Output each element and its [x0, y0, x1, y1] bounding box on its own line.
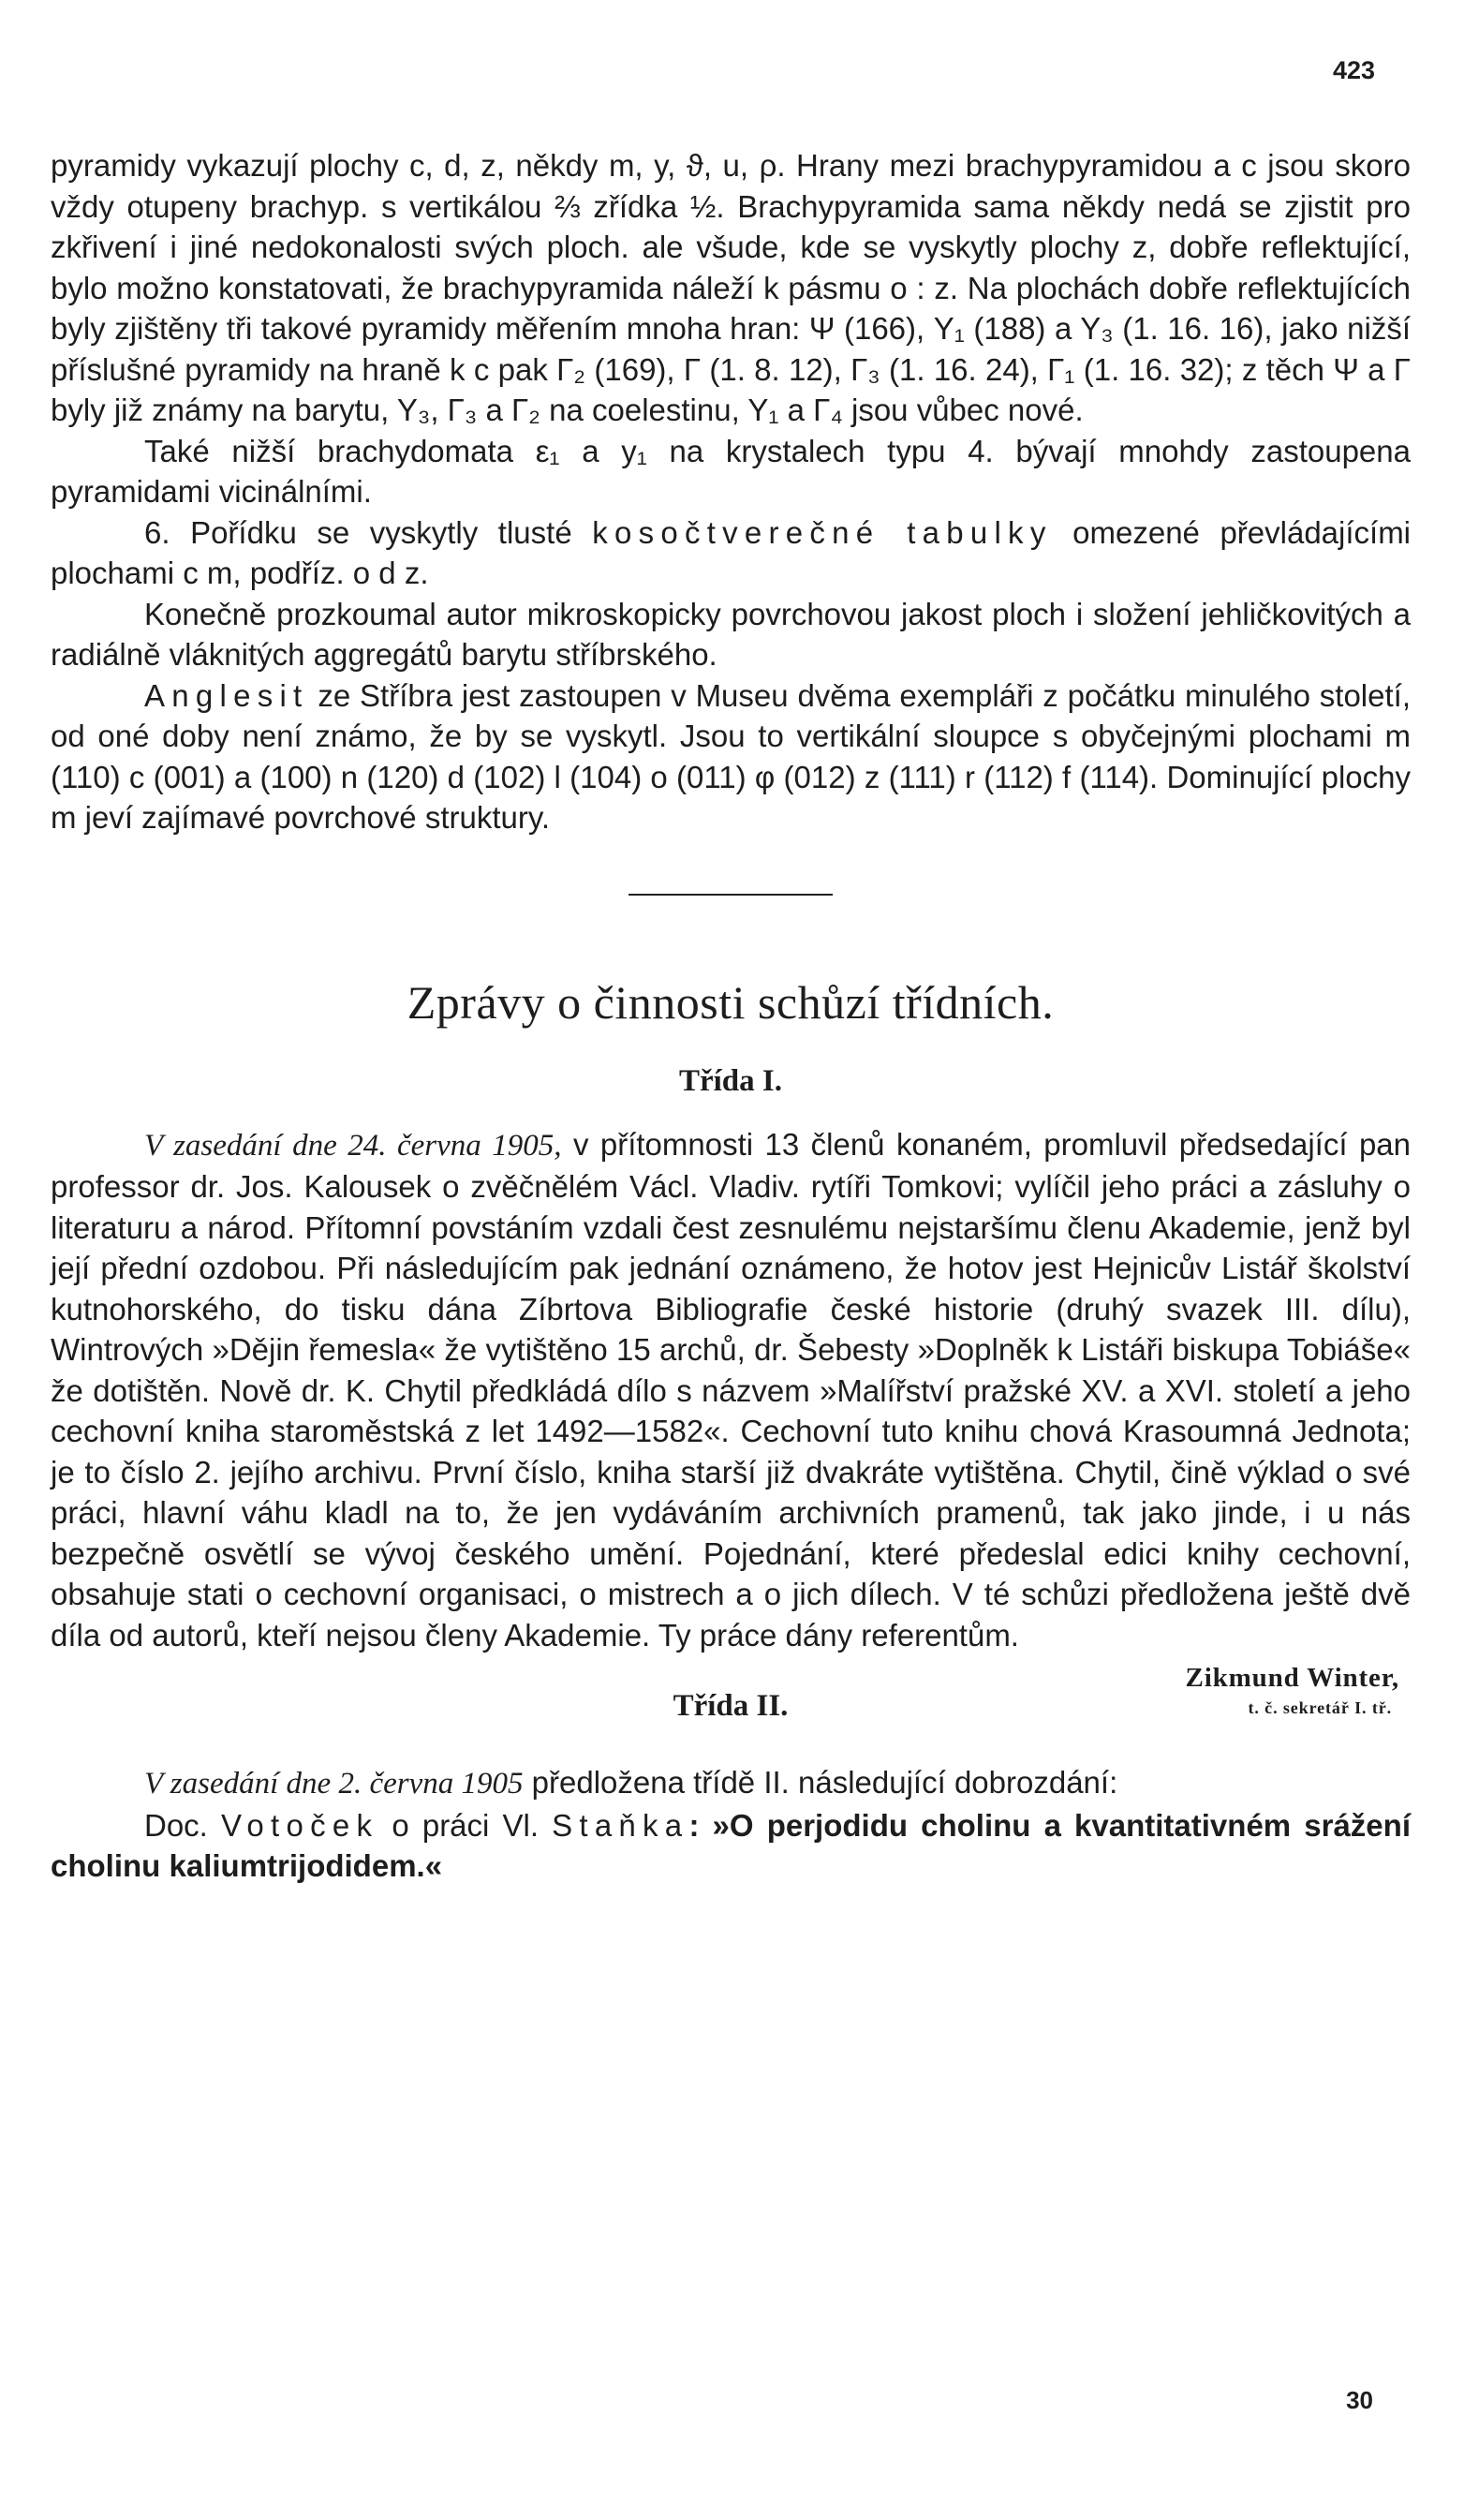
signature-role: t. č. sekretář I. tř.: [1248, 1698, 1392, 1717]
item6-lead: 6. Pořídku se vyskytly tlusté: [144, 514, 572, 550]
class-2-report-text: předložena třídě II. následující dobrozdání:: [531, 1765, 1118, 1800]
review-prefix: Doc.: [144, 1807, 208, 1843]
paragraph-microscopy: Konečně prozkoumal autor mikroskopicky povrchovou jakost ploch i složení jehličkovitých a radiálně vláknitých aggregátů barytu stříbrského.: [51, 596, 1411, 672]
class-2-report: [51, 1762, 1411, 1805]
item6-spaced-term: kosočtverečné tabulky: [592, 514, 1053, 550]
signature-name: Zikmund Winter,: [1185, 1663, 1399, 1693]
review-subject: Staňka: [552, 1807, 689, 1843]
item6-rest: omezené převládajícími plochami c m, podříz. o d z.: [51, 514, 1412, 590]
class-1-session-date: V zasedání dne 24. června 1905,: [144, 1128, 562, 1163]
footer-signature-number: 30: [1346, 2386, 1373, 2414]
section-heading: Zprávy o činnosti schůzí třídních.: [407, 975, 1055, 1029]
anglesit-term: Anglesit: [144, 677, 309, 713]
class-2-title: Třída II.: [673, 1689, 789, 1723]
page-number: 423: [1332, 56, 1375, 84]
class-2-session-date: V zasedání dne 2. června 1905: [144, 1767, 524, 1801]
paragraph-brachydomata: Také nižší brachydomata ε₁ a y₁ na krystalech typu 4. bývají mnohdy zastoupena pyramidami vicinálními.: [51, 433, 1411, 509]
signature-block: [51, 1665, 1411, 1728]
paragraph-pyramids: pyramidy vykazují plochy c, d, z, někdy m, y, ϑ, u, ρ. Hrany mezi brachypyramidou a c jsou skoro vždy otupeny brachyp. s vertikálou ⅔ zřídka ½. Brachypyramida sama někdy nedá se zjistit pro zkřivení i jiné nedokonalosti svých ploch. ale všude, kde se vyskytly plochy z, dobře reflektující, bylo možno konstatovati, že brachypyramida náleží k pásmu o : z. Na plochách dobře reflektujících byly zjištěny tři takové pyramidy měřením mnoha hran: Ψ (166), Y₁ (188) a Y₃ (1. 16. 16), jako nižší příslušné pyramidy na hraně k c pak Γ₂ (169), Γ (1. 8. 12), Γ₃ (1. 16. 24), Γ₁ (1. 16. 32); z těch Ψ a Γ byly již známy na barytu, Y₃, Γ₃ a Γ₂ na coelestinu, Y₁ a Γ₄ jsou vůbec nové.: [51, 148, 1411, 427]
class-2-review-item: [51, 1805, 1411, 1887]
paragraph-item-6: [51, 512, 1411, 594]
class-1-report-text: v přítomnosti 13 členů konaném, promluvil předsedající pan professor dr. Jos. Kalousek o zvěčnělém Václ. Vladiv. rytíři Tomkovi; vylíčil jeho práci a zásluhy o literaturu a národ. Přítomní povstáním vzdali čest zesnulému nejstaršímu členu Akademie, jenž byl její přední ozdobou. Při následujícím pak jednání oznámeno, že hotov jest Hejnicův Listář školství kutnohorského, do tisku dána Zíbrtova Bibliografie české historie (druhý svazek III. dílu), Wintrových »Dějin řemesla« že vytištěno 15 archů, dr. Šebesty »Doplněk k Listáři biskupa Tobiáše« že dotištěn. Nově dr. K. Chytil předkládá dílo s názvem »Malířství pražské XV. a XVI. století a jeho cechovní kniha staroměstská z let 1492—1582«. Cechovní tuto knihu chová Krasoumná Jednota; je to číslo 2. jejího archivu. První číslo, kniha starší již dvakráte vytištěna. Chytil, čině výklad o své práci, hlavní váhu kladl na to, že jen vydáváním archivních pramenů, tak jako jinde, i u nás bezpečně osvětlí se vývoj českého umění. Pojednání, které předeslal edici knihy cechovní, obsahuje stati o cechovní organisaci, o mistrech a o jich dílech. V té schůzi předložena ještě dvě díla od autorů, kteří nejsou členy Akademie. Ty práce dány referentům.: [51, 1126, 1411, 1653]
class-1-report: [51, 1124, 1411, 1656]
anglesit-rest: ze Stříbra jest zastoupen v Museu dvěma exempláři z počátku minulého století, od oné doby není známo, že by se vyskytl. Jsou to vertikální sloupce s obyčejnými plochami m (110) c (001) a (100) n (120) d (102) l (104) o (011) φ (012) z (111) r (112) f (114). Dominující plochy m jeví zajímavé povrchové struktury.: [51, 677, 1411, 835]
review-mid: o práci Vl.: [392, 1807, 539, 1843]
paragraph-anglesit: [51, 675, 1411, 838]
section-divider: [628, 894, 833, 896]
review-title: : »O perjodidu cholinu a kvantitativném srážení cholinu kaliumtrijodidem.«: [51, 1807, 1411, 1883]
class-1-title: Třída I.: [678, 1063, 783, 1098]
review-author: Votoček: [220, 1807, 379, 1843]
page-content: [51, 145, 1411, 1887]
